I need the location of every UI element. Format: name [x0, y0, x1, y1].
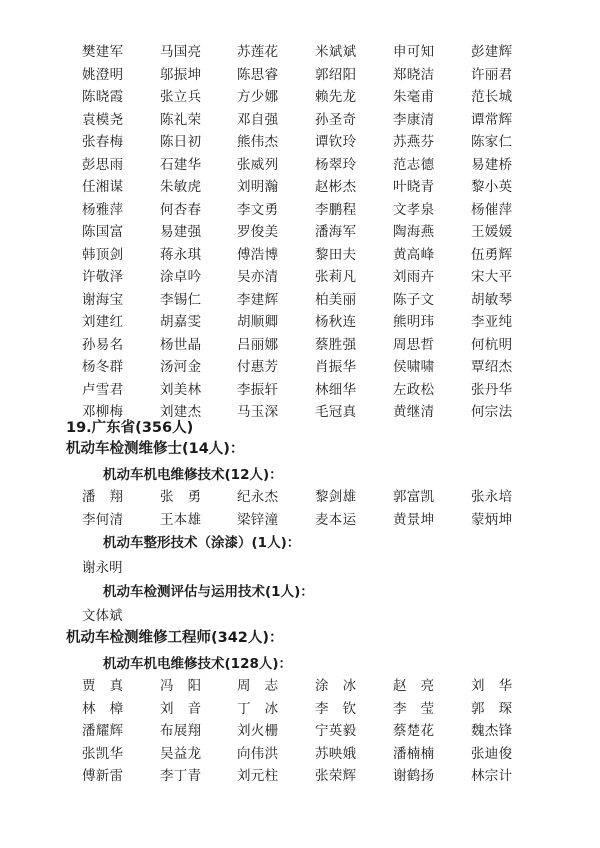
subcategory-heading-electromechanical: 机动车机电维修技术(12人)： [103, 467, 283, 483]
person-name: 任湘谋 [82, 179, 124, 195]
name-row [82, 335, 542, 358]
category-heading-engineer: 机动车检测维修工程师(342人)： [66, 630, 284, 646]
person-name: 黄景坤 [393, 511, 435, 528]
person-name: 赖先龙 [315, 89, 357, 105]
person-name: 胡顺卿 [237, 314, 279, 330]
name-row [82, 177, 542, 200]
person-name: 王媛媛 [471, 224, 513, 240]
person-name: 杨翠玲 [315, 156, 357, 173]
person-name: 张 勇 [160, 489, 202, 505]
person-name: 黎小英 [471, 179, 513, 195]
person-name: 麦本运 [315, 511, 357, 528]
person-name: 彭建辉 [471, 44, 513, 60]
person-name: 刘火栅 [237, 723, 279, 739]
person-name: 樊建军 [82, 44, 124, 60]
person-name: 易建桥 [471, 156, 513, 173]
person-name: 郭绍阳 [315, 66, 357, 83]
name-row [82, 155, 542, 178]
person-name: 布展翔 [160, 723, 202, 739]
person-name: 卢雪君 [82, 381, 124, 398]
person-name: 刘雨卉 [393, 269, 435, 285]
person-name: 申可知 [393, 44, 435, 60]
name-row [82, 699, 542, 722]
person-name: 黄高峰 [393, 246, 435, 263]
person-name: 赵彬杰 [315, 179, 357, 195]
person-name: 石建华 [160, 156, 202, 173]
person-name: 丁 冰 [237, 700, 279, 717]
person-name: 刘 音 [160, 700, 202, 717]
person-name: 李锡仁 [160, 291, 202, 308]
name-assessment: 文体斌 [82, 608, 123, 624]
name-row [82, 510, 542, 533]
person-name: 李 钦 [315, 700, 357, 717]
person-name: 潘海军 [315, 224, 357, 240]
name-row [82, 222, 542, 245]
person-name: 潘 翔 [82, 489, 124, 505]
person-name: 郭 琛 [471, 700, 513, 717]
person-name: 胡嘉雯 [160, 314, 202, 330]
person-name: 吕丽娜 [237, 336, 279, 353]
person-name: 林宗计 [471, 768, 513, 784]
person-name: 张荣辉 [315, 768, 357, 784]
person-name: 杨雅萍 [82, 201, 124, 218]
person-name: 郭富凯 [393, 489, 435, 505]
person-name: 陈礼荣 [160, 111, 202, 128]
name-row [82, 200, 542, 223]
person-name: 胡敏琴 [471, 291, 513, 308]
person-name: 向伟洪 [237, 745, 279, 762]
person-name: 刘 华 [471, 678, 513, 694]
person-name: 邓柳梅 [82, 404, 124, 420]
person-name: 张迪俊 [471, 745, 513, 762]
person-name: 马玉深 [237, 404, 279, 420]
person-name: 宋大平 [471, 269, 513, 285]
person-name: 谢海宝 [82, 291, 124, 308]
person-name: 柏美丽 [315, 291, 357, 308]
person-name: 姚澄明 [82, 66, 124, 83]
province-heading: 19.广东省(356人) [66, 420, 194, 436]
person-name: 谭常辉 [471, 111, 513, 128]
person-name: 左政松 [393, 381, 435, 398]
person-name: 苏莲花 [237, 44, 279, 60]
person-name: 张丹华 [471, 381, 513, 398]
person-name: 梁锌潼 [237, 511, 279, 528]
person-name: 李何清 [82, 511, 124, 528]
name-row [82, 312, 542, 335]
person-name: 何杏春 [160, 201, 202, 218]
person-name: 潘耀辉 [82, 723, 124, 739]
person-name: 张永培 [471, 489, 513, 505]
person-name: 李丁青 [160, 768, 202, 784]
person-name: 张威列 [237, 156, 279, 173]
person-name: 韩顶剑 [82, 246, 124, 263]
name-row [82, 245, 542, 268]
person-name: 刘明瀚 [237, 179, 279, 195]
name-row [82, 744, 542, 767]
person-name: 方少娜 [237, 89, 279, 105]
person-name: 贾 真 [82, 678, 124, 694]
person-name: 杨秋连 [315, 314, 357, 330]
person-name: 汤河金 [160, 359, 202, 375]
person-name: 刘元柱 [237, 768, 279, 784]
person-name: 邓自强 [237, 111, 279, 128]
person-name: 付惠芳 [237, 359, 279, 375]
person-name: 王本雄 [160, 511, 202, 528]
person-name: 许敬泽 [82, 269, 124, 285]
subcategory-heading-assessment: 机动车检测评估与运用技术(1人)： [103, 584, 314, 600]
person-name: 李康清 [393, 111, 435, 128]
person-name: 魏杰锋 [471, 723, 513, 739]
person-name: 李 莹 [393, 700, 435, 717]
person-name: 陈子文 [393, 291, 435, 308]
person-name: 熊伟杰 [237, 134, 279, 150]
name-row [82, 676, 542, 699]
person-name: 林细华 [315, 381, 357, 398]
person-name: 纪永杰 [237, 489, 279, 505]
person-name: 范长城 [471, 89, 513, 105]
person-name: 张凯华 [82, 745, 124, 762]
name-row [82, 380, 542, 403]
person-name: 苏映娥 [315, 745, 357, 762]
person-name: 吴亦清 [237, 269, 279, 285]
person-name: 袁模尧 [82, 111, 124, 128]
person-name: 朱毫甫 [393, 89, 435, 105]
person-name: 邬振坤 [160, 66, 202, 83]
person-name: 刘建杰 [160, 404, 202, 420]
person-name: 孙圣奇 [315, 111, 357, 128]
person-name: 熊明玮 [393, 314, 435, 330]
person-name: 郑晓洁 [393, 66, 435, 83]
person-name: 易建强 [160, 224, 202, 240]
person-name: 陈家仁 [471, 134, 513, 150]
person-name: 杨催萍 [471, 201, 513, 218]
person-name: 刘建红 [82, 314, 124, 330]
name-row [82, 766, 542, 789]
person-name: 朱敏虎 [160, 179, 202, 195]
person-name: 赵 亮 [393, 678, 435, 694]
person-name: 傅浩博 [237, 246, 279, 263]
person-name: 吴益龙 [160, 745, 202, 762]
person-name: 苏燕芬 [393, 134, 435, 150]
person-name: 许丽君 [471, 66, 513, 83]
name-row [82, 721, 542, 744]
person-name: 范志德 [393, 156, 435, 173]
person-name: 陈日初 [160, 134, 202, 150]
name-row [82, 65, 542, 88]
person-name: 黎剑雄 [315, 489, 357, 505]
name-row [82, 132, 542, 155]
name-list-technician [82, 487, 542, 532]
person-name: 李亚纯 [471, 314, 513, 330]
person-name: 陈晓霞 [82, 89, 124, 105]
person-name: 冯 阳 [160, 678, 202, 694]
person-name: 谢鹤扬 [393, 768, 435, 784]
person-name: 黎田夫 [315, 246, 357, 263]
person-name: 杨世晶 [160, 336, 202, 353]
name-row [82, 42, 542, 65]
person-name: 林 樟 [82, 700, 124, 717]
person-name: 张立兵 [160, 89, 202, 105]
person-name: 李振轩 [237, 381, 279, 398]
person-name: 张莉凡 [315, 269, 357, 285]
person-name: 米斌斌 [315, 44, 357, 60]
person-name: 蒋永琪 [160, 246, 202, 263]
name-list-top [82, 42, 542, 425]
person-name: 何杭明 [471, 336, 513, 353]
person-name: 李文勇 [237, 201, 279, 218]
name-row [82, 357, 542, 380]
name-list-engineer [82, 676, 542, 789]
person-name: 涂卓吟 [160, 269, 202, 285]
person-name: 文孝泉 [393, 201, 435, 218]
person-name: 覃绍杰 [471, 359, 513, 375]
person-name: 马国亮 [160, 44, 202, 60]
person-name: 彭思雨 [82, 156, 124, 173]
person-name: 杨冬群 [82, 359, 124, 375]
person-name: 陶海燕 [393, 224, 435, 240]
person-name: 罗俊美 [237, 224, 279, 240]
person-name: 毛冠真 [315, 404, 357, 420]
person-name: 周 志 [237, 678, 279, 694]
name-row [82, 267, 542, 290]
person-name: 陈思睿 [237, 66, 279, 83]
name-row [82, 487, 542, 510]
person-name: 肖振华 [315, 359, 357, 375]
name-row [82, 87, 542, 110]
person-name: 宁英毅 [315, 723, 357, 739]
person-name: 潘楠楠 [393, 745, 435, 762]
subcategory-heading-bodywork: 机动车整形技术（涂漆）(1人)： [103, 535, 301, 551]
person-name: 刘美林 [160, 381, 202, 398]
person-name: 伍勇辉 [471, 246, 513, 263]
person-name: 叶晓青 [393, 179, 435, 195]
person-name: 蔡楚花 [393, 723, 435, 739]
name-row [82, 290, 542, 313]
subcategory-heading-electromechanical-engineer: 机动车机电维修技术(128人)： [103, 656, 293, 672]
name-bodywork: 谢永明 [82, 560, 123, 576]
person-name: 侯啸啸 [393, 359, 435, 375]
person-name: 周思哲 [393, 336, 435, 353]
person-name: 谭钦玲 [315, 134, 357, 150]
person-name: 蒙炳坤 [471, 511, 513, 528]
person-name: 张春梅 [82, 134, 124, 150]
category-heading-technician: 机动车检测维修士(14人)： [66, 441, 245, 457]
person-name: 陈国富 [82, 224, 124, 240]
person-name: 黄继清 [393, 404, 435, 420]
person-name: 李鹏程 [315, 201, 357, 218]
person-name: 孙易名 [82, 336, 124, 353]
person-name: 涂 冰 [315, 678, 357, 694]
person-name: 李建辉 [237, 291, 279, 308]
person-name: 蔡胜强 [315, 336, 357, 353]
person-name: 傅新雷 [82, 768, 124, 784]
person-name: 何宗法 [471, 404, 513, 420]
name-row [82, 110, 542, 133]
